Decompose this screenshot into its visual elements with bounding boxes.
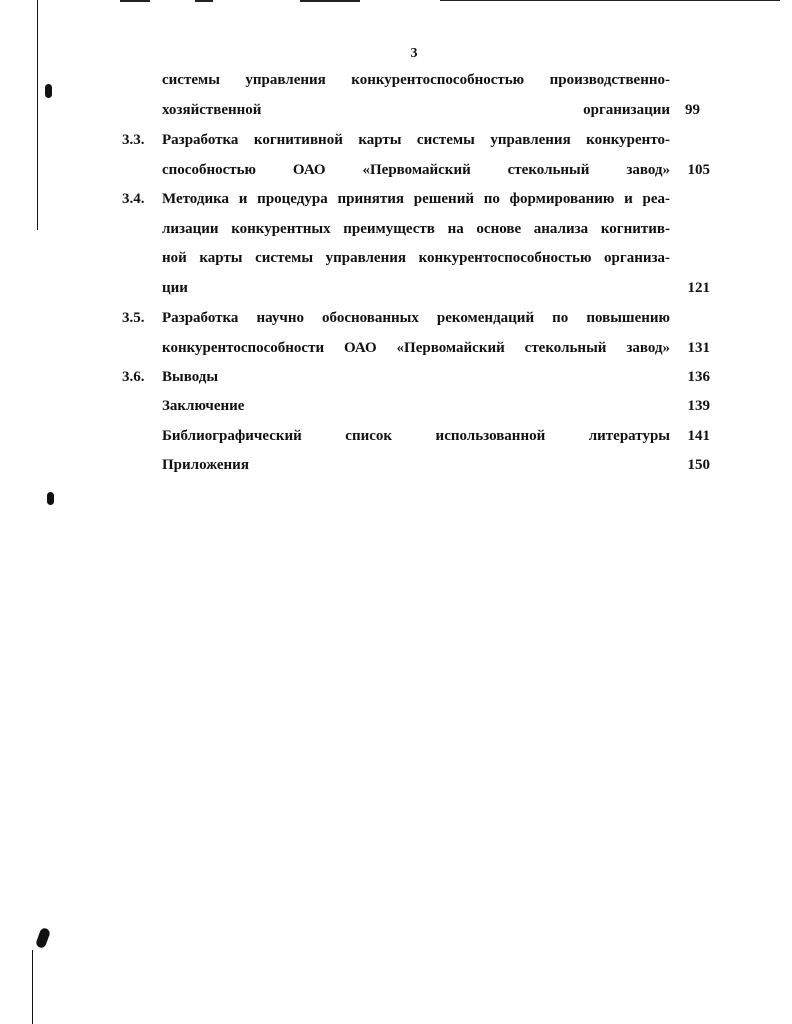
toc-page-number: 141 [687,428,710,444]
toc-section-number: 3.6. [122,369,145,385]
toc-section-number: 3.3. [122,132,145,148]
toc-line: Разработка когнитивной карты системы управления конкуренто- [162,132,670,148]
page-number: 3 [410,46,418,61]
toc-line: Выводы [162,369,219,385]
toc-entry-text [162,363,670,393]
toc-section-number: 3.5. [122,310,145,326]
toc-entry-text [162,304,670,363]
toc-page-number: 121 [687,279,710,296]
toc-line: лизации конкурентных преимуществ на основе анализа когнитив- [162,220,670,237]
toc-entry-text [162,66,670,125]
toc-line: ной карты системы управления конкурентоспособностью организа- [162,250,670,266]
toc-page-number: 99 [685,101,700,118]
toc-line: ции [162,279,188,296]
toc-entry-text [162,451,670,481]
toc-section-number: 3.4. [122,191,145,207]
toc-entry-text [162,392,670,422]
toc-entry-text [162,126,670,185]
toc-line: Разработка научно обоснованных рекомендаций по повышению [162,310,670,326]
toc-line: Методика и процедура принятия решений по формированию и реа- [162,191,670,207]
toc-line: Библиографический список использованной литературы [162,428,670,444]
toc-page-number: 136 [687,369,710,385]
toc-line: способностью ОАО «Первомайский стекольный завод» [162,161,670,178]
toc-line: Приложения [162,457,249,473]
toc-page-number: 150 [687,457,710,473]
toc-line: системы управления конкурентоспособностью производственно- [162,72,670,88]
toc-entry-text [162,422,670,452]
toc-page-number: 131 [687,339,710,356]
toc-line: конкурентоспособности ОАО «Первомайский стекольный завод» [162,339,670,356]
toc-line: хозяйственной организации [162,101,670,118]
toc-page-number: 139 [687,398,710,414]
toc-line: Заключение [162,398,245,414]
toc-entry-text [162,185,670,303]
toc-page-number: 105 [687,161,710,178]
